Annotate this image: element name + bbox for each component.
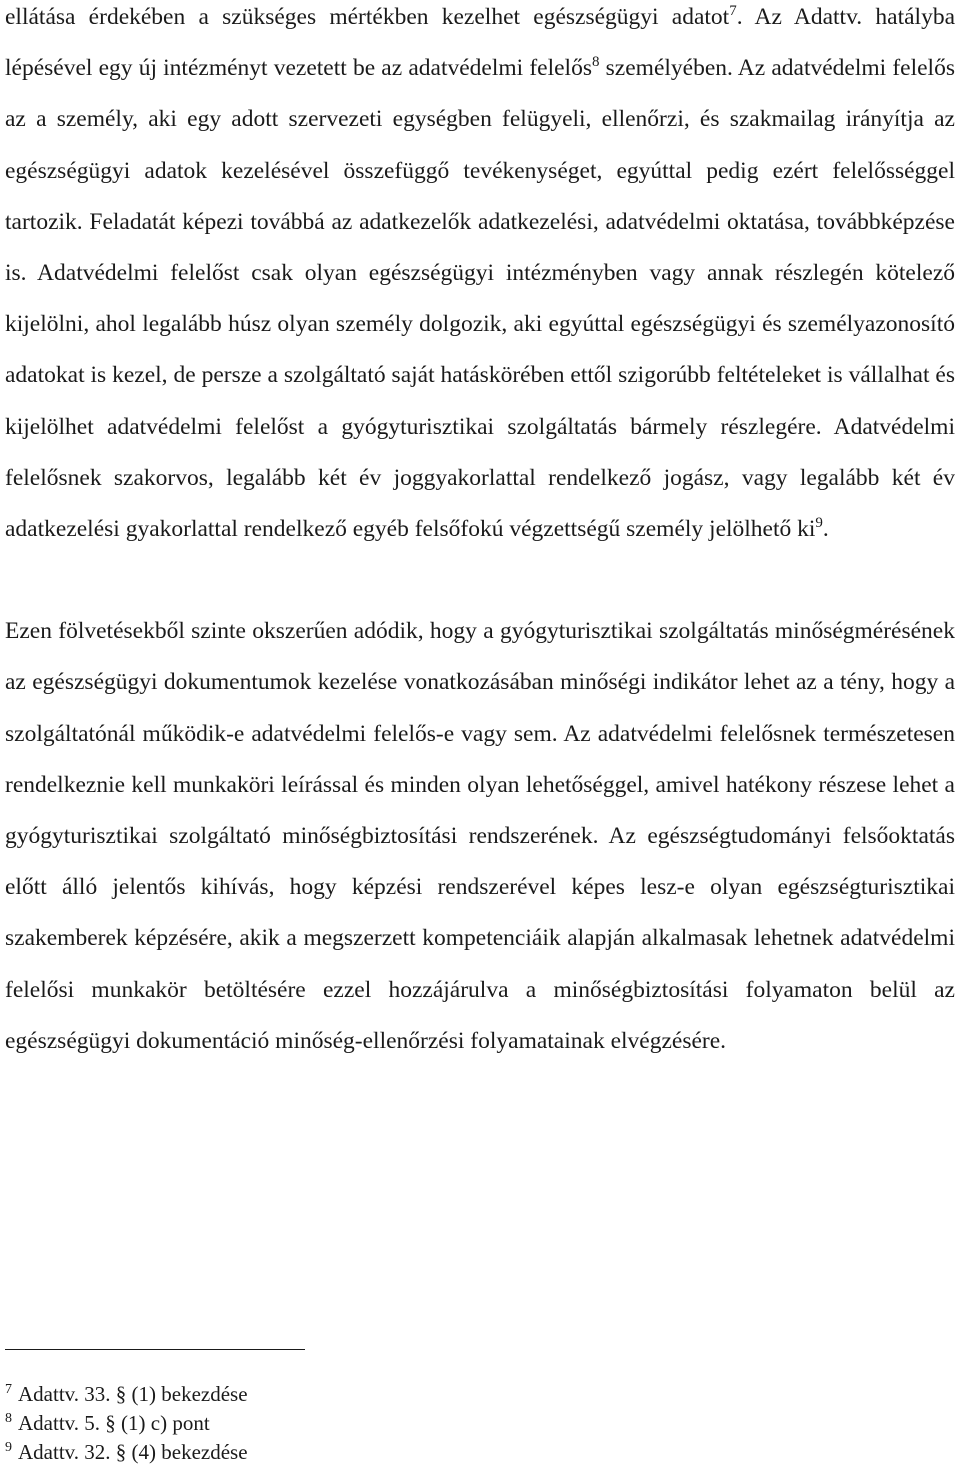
body-paragraph-2 (5, 606, 955, 1067)
paragraph-text: személyében. Az adatvédelmi felelős az a személy, aki egy adott szervezeti egységben felügyeli, ellenőrzi, és szakmailag irányítja az egészségügyi adatok kezelésével összefüggő tevékenységet, egyúttal pedig ezért felelősséggel tartozik. Feladatát képezi továbbá az adatkezelők adatkezelési, adatvédelmi oktatása, továbbképzése is. Adatvédelmi felelőst csak olyan egészségügyi intézményben vagy annak részlegén kötelező kijelölni, ahol legalább húsz olyan személy dolgozik, aki egyúttal egészségügyi és személyazonosító adatokat is kezel, de persze a szolgáltató saját hatáskörében ettől szigorúbb feltételeket is vállalhat és kijelölhet adatvédelmi felelőst a gyógyturisztikai szolgáltatás bármely részlegére. Adatvédelmi felelősnek szakorvos, legalább két év joggyakorlattal rendelkező jogász, vagy legalább két év adatkezelési gyakorlattal rendelkező egyéb felsőfokú végzettségű személy jelölhető ki (5, 55, 955, 543)
footnote-text: Adattv. 33. § (1) bekezdése (18, 1382, 248, 1406)
footnote-8 (5, 1409, 605, 1438)
footnote-number: 8 (5, 1411, 12, 1426)
footnote-number: 7 (5, 1382, 12, 1397)
paragraph-text: . Az Adattv. hatályba lépésével egy új intézményt vezetett be az adatvédelmi felelős (5, 4, 956, 82)
footnote-separator (5, 1349, 305, 1350)
footnotes (5, 1380, 605, 1467)
footnote-text: Adattv. 32. § (4) bekezdése (18, 1440, 248, 1464)
document-page (5, 0, 956, 1464)
footnote-reference-7[interactable]: 7 (729, 3, 737, 19)
paragraph-text: Ezen fölvetésekből szinte okszerűen adódik, hogy a gyógyturisztikai szolgáltatás minőségmérésének az egészségügyi dokumentumok kezelése vonatkozásában minőségi indikátor lehet az a tény, hogy a szolgáltatónál működik-e adatvédelmi felelős-e vagy sem. Az adatvédelmi felelősnek természetesen rendelkeznie kell munkaköri leírással és minden olyan lehetőséggel, amivel hatékony részese lehet a gyógyturisztikai szolgáltató minőségbiztosítási rendszerének. Az egészségtudományi felsőoktatás előtt álló jelentős kihívás, hogy képzési rendszerével képes lesz-e olyan egészségturisztikai szakemberek képzésére, akik a megszerzett kompetenciáik alapján alkalmasak lehetnek adatvédelmi felelősi munkakör betöltésére ezzel hozzájárulva a minőségbiztosítási folyamaton belül az egészségügyi dokumentáció minőség-ellenőrzési folyamatainak elvégzésére. (5, 618, 955, 1054)
footnote-number: 9 (5, 1440, 12, 1455)
footnote-9 (5, 1438, 605, 1467)
footnote-reference-8[interactable]: 8 (591, 54, 600, 71)
footnote-text: Adattv. 5. § (1) c) pont (18, 1411, 210, 1435)
footnote-reference-9[interactable]: 9 (815, 515, 823, 532)
paragraph-text: . (822, 516, 829, 543)
body-paragraph-1 (5, 0, 955, 555)
paragraph-text: ellátása érdekében a szükséges mértékben kezelhet egészségügyi adatot (5, 4, 730, 30)
footnote-7 (5, 1380, 605, 1409)
